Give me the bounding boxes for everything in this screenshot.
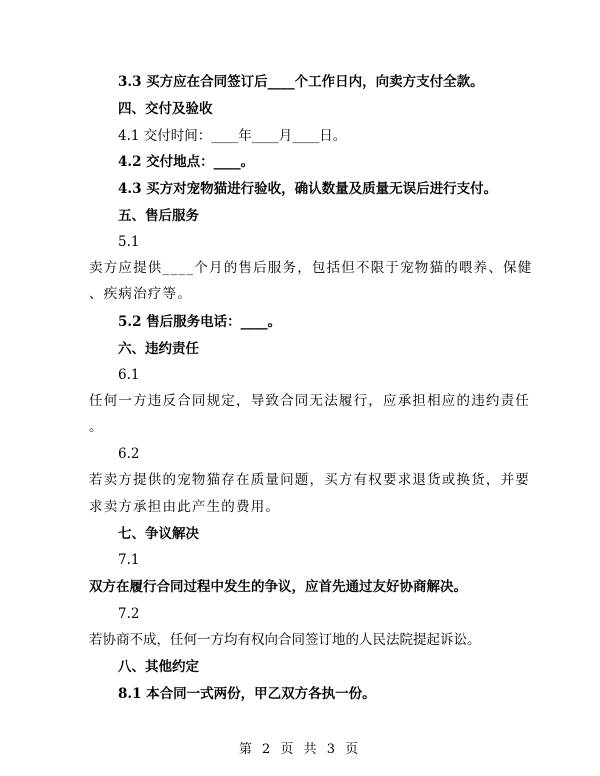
section-heading-delivery: 四、交付及验收 (118, 101, 213, 117)
clause-4-2: 4.2 交付地点：____。 (118, 154, 255, 170)
section-heading-other: 八、其他约定 (118, 659, 199, 675)
clause-4-1: 4.1 交付时间：____年____月____日。 (118, 128, 347, 144)
clause-7-1-number: 7.1 (118, 552, 140, 568)
clause-7-2-number: 7.2 (118, 606, 140, 622)
clause-6-2-number: 6.2 (118, 446, 140, 462)
clause-4-3: 4.3 买方对宠物猫进行验收，确认数量及质量无误后进行支付。 (118, 181, 498, 197)
clause-5-1-number: 5.1 (118, 234, 140, 250)
clause-8-1: 8.1 本合同一式两份，甲乙双方各执一份。 (118, 686, 376, 702)
clause-7-1-text: 双方在履行合同过程中发生的争议，应首先通过友好协商解决。 (89, 579, 467, 595)
page-footer: 第 2 页 共 3 页 (238, 742, 362, 757)
section-heading-liability: 六、违约责任 (118, 341, 199, 357)
clause-3-3: 3.3 买方应在合同签订后____个工作日内，向卖方支付全款。 (118, 74, 484, 90)
clause-6-1-text-cont: 。 (89, 419, 103, 435)
section-heading-after-sales: 五、售后服务 (118, 208, 199, 224)
clause-6-2-text-cont: 求卖方承担由此产生的费用。 (89, 499, 281, 515)
clause-5-1-text: 卖方应提供____个月的售后服务，包括但不限于宠物猫的喂养、保健 (89, 260, 533, 276)
section-heading-dispute: 七、争议解决 (118, 526, 199, 542)
clause-6-1-number: 6.1 (118, 367, 140, 383)
clause-5-1-text-cont: 、疾病治疗等。 (89, 286, 192, 302)
clause-5-2: 5.2 售后服务电话：____。 (118, 314, 282, 330)
clause-7-2-text: 若协商不成，任何一方均有权向合同签订地的人民法院提起诉讼。 (89, 632, 481, 648)
clause-6-2-text: 若卖方提供的宠物猫存在质量问题，买方有权要求退货或换货，并要 (89, 472, 530, 488)
clause-6-1-text: 任何一方违反合同规定，导致合同无法履行，应承担相应的违约责任 (89, 393, 530, 409)
